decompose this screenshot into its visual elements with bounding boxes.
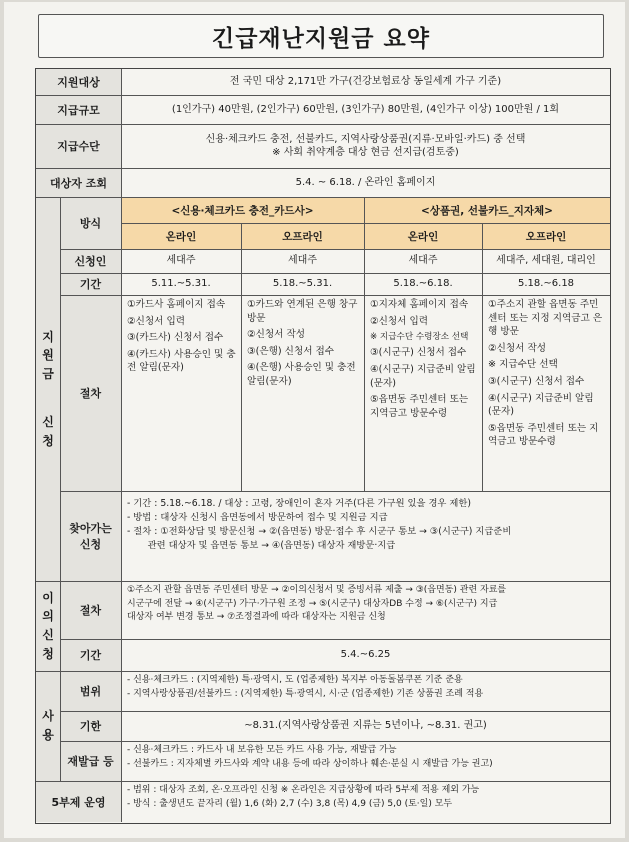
document-page xyxy=(4,2,625,838)
label-target: 지원대상 xyxy=(36,69,121,95)
applicant-4: 세대주, 세대원, 대리인 xyxy=(496,255,596,267)
title-box xyxy=(38,14,604,58)
applicant-1: 세대주 xyxy=(166,255,196,267)
label-method: 방식 xyxy=(60,197,121,249)
value-lookup: 5.4. ~ 6.18. / 온라인 홈페이지 xyxy=(295,176,436,188)
grid-line xyxy=(36,781,610,782)
visit-details: - 기간 : 5.18.~6.18. / 대상 : 고령, 장애인이 혼자 거주(다른 가구원 있을 경우 제한) - 방법 : 대상자 신청시 읍면동에서 방문하여 접수 및 지원금 지급 - 절차 : ①전화상담 및 방문신청 → ②(읍면동) 방문·접수 후 시군구 통보 → ③(시군구) 지급준비 관련 대상자 및 읍면동 통보 → ④(읍면동) 대상자 재방문·지급 xyxy=(127,498,512,551)
label-objection-procedure: 절차 xyxy=(60,581,121,639)
period-3: 5.18.~6.18. xyxy=(393,278,453,290)
value-target: 전 국민 대상 2,171만 가구(건강보험료상 동일세계 가구 기준) xyxy=(229,76,502,88)
page-title: 긴급재난지원금 요약 xyxy=(212,25,430,52)
label-reissue: 재발급 등 xyxy=(60,741,121,781)
channel-voucher-online: 온라인 xyxy=(364,223,482,249)
procedure-card-online: ①카드사 홈페이지 접속 ②신청서 입력 ③(카드사) 신청서 접수 ④(카드사) 사용승인 및 충전 알림(문자) xyxy=(127,299,236,374)
grid-line xyxy=(121,69,122,822)
label-deadline: 기한 xyxy=(60,711,121,741)
grid-line xyxy=(36,168,610,169)
procedure-card-offline: ①카드와 연계된 은행 창구 방문 ②신청서 작성 ③(은행) 신청서 접수 ④(은행) 사용승인 및 충전 알림(문자) xyxy=(247,299,358,388)
grid-line xyxy=(241,223,242,491)
grid-line xyxy=(60,249,610,250)
grid-line xyxy=(60,491,610,492)
label-visit: 찾아가는 신청 xyxy=(60,491,121,581)
label-objection-period: 기간 xyxy=(60,639,121,671)
grid-line xyxy=(60,711,610,712)
value-means xyxy=(121,124,610,168)
grid-line xyxy=(36,671,610,672)
label-means: 지급수단 xyxy=(36,124,121,168)
group-voucher-header: <상품권, 선불카드_지자체> xyxy=(364,197,610,223)
label-lookup: 대상자 조회 xyxy=(36,168,121,197)
use-scope: - 신용·체크카드 : (지역제한) 특·광역시, 도 (업종제한) 복지부 아동돌봄쿠폰 기준 준용 - 지역사랑상품권/선불카드 : (지역제한) 특·광역시, 시·군 (업종제한) 기존 상품권 조례 적용 xyxy=(127,675,484,699)
label-scope: 범위 xyxy=(60,671,121,711)
channel-card-online: 온라인 xyxy=(121,223,241,249)
use-deadline: ~8.31.(지역사랑상품권 지류는 5년이나, ~8.31. 권고) xyxy=(244,720,487,732)
summary-table xyxy=(35,68,611,824)
grid-line xyxy=(60,295,610,296)
label-fiveday: 5부제 운영 xyxy=(36,781,121,822)
group-use-label: 사 용 xyxy=(36,671,60,781)
group-objection-label: 이 의 신 청 xyxy=(36,581,60,671)
label-scale: 지급규모 xyxy=(36,95,121,124)
period-4: 5.18.~6.18 xyxy=(517,278,575,290)
procedure-voucher-offline: ①주소지 관할 읍면동 주민센터 또는 지정 지역금고 은행 방문 ②신청서 작성 ※ 지급수단 선택 ③(시군구) 신청서 접수 ④(시군구) 지급준비 알림(문자) ⑤읍면동 주민센터 또는 지역금고 방문수령 xyxy=(488,299,603,448)
grid-line xyxy=(121,223,610,224)
use-reissue: - 신용·체크카드 : 카드사 내 보유한 모든 카드 사용 가능, 재발급 가능 - 선불카드 : 지자체별 카드사와 계약 내용 등에 따라 상이하나 훼손·분실 시 재발급 가능 권고) xyxy=(127,745,493,769)
label-period: 기간 xyxy=(60,273,121,295)
group-apply-label: 지 원 금 신 청 xyxy=(36,197,60,581)
grid-line xyxy=(482,223,483,491)
period-1: 5.11.~5.31. xyxy=(151,278,211,290)
applicant-2: 세대주 xyxy=(288,255,317,267)
channel-voucher-offline: 오프라인 xyxy=(482,223,610,249)
grid-line xyxy=(60,273,610,274)
fiveday-details: - 범위 : 대상자 조회, 온·오프라인 신청 ※ 온라인은 지급상황에 따라 5부제 적용 제외 가능 - 방식 : 출생년도 끝자리 (월) 1,6 (화) 2,7 (수) 3,8 (목) 4,9 (금) 5,0 (토·일) 모두 xyxy=(127,785,480,809)
group-card-header: <신용·체크카드 충전_카드사> xyxy=(121,197,364,223)
label-applicant: 신청인 xyxy=(60,249,121,273)
objection-period: 5.4.~6.25 xyxy=(340,649,391,661)
procedure-voucher-online: ①지자체 홈페이지 접속 ②신청서 입력 ※ 지급수단 수령장소 선택 ③(시군구) 신청서 접수 ④(시군구) 지급준비 알림(문자) ⑤읍면동 주민센터 또는 지역금고 방문수령 xyxy=(370,299,476,419)
grid-line xyxy=(364,197,365,491)
grid-line xyxy=(60,197,61,781)
objection-procedure: ①주소지 관할 읍면동 주민센터 방문 → ②이의신청서 및 증빙서류 제출 → ③(읍면동) 관련 자료를 시군구에 전달 → ④(시군구) 가구·가구원 조정 → ⑤(시군구) 대상자DB 수정 → ⑥(시군구) 지급 대상자 여부 변경 통보 → ⑦조정결과에 따라 대상자는 지원금 신청 xyxy=(127,585,507,622)
label-procedure: 절차 xyxy=(60,295,121,491)
value-scale: (1인가구) 40만원, (2인가구) 60만원, (3인가구) 80만원, (4인가구 이상) 100만원 / 1회 xyxy=(171,103,560,115)
grid-line xyxy=(36,197,610,198)
period-2: 5.18.~5.31. xyxy=(272,278,333,290)
grid-line xyxy=(36,581,610,582)
applicant-3: 세대주 xyxy=(408,255,438,267)
means-line-2: ※ 사회 취약계층 대상 현금 선지급(검토중) xyxy=(272,147,459,158)
means-line-1: 신용·체크카드 충전, 선불카드, 지역사랑상품권(지류·모바일·카드) 중 선택 xyxy=(205,133,526,145)
grid-line xyxy=(60,639,610,640)
grid-line xyxy=(36,124,610,125)
grid-line xyxy=(60,741,610,742)
channel-card-offline: 오프라인 xyxy=(241,223,364,249)
grid-line xyxy=(36,95,610,96)
